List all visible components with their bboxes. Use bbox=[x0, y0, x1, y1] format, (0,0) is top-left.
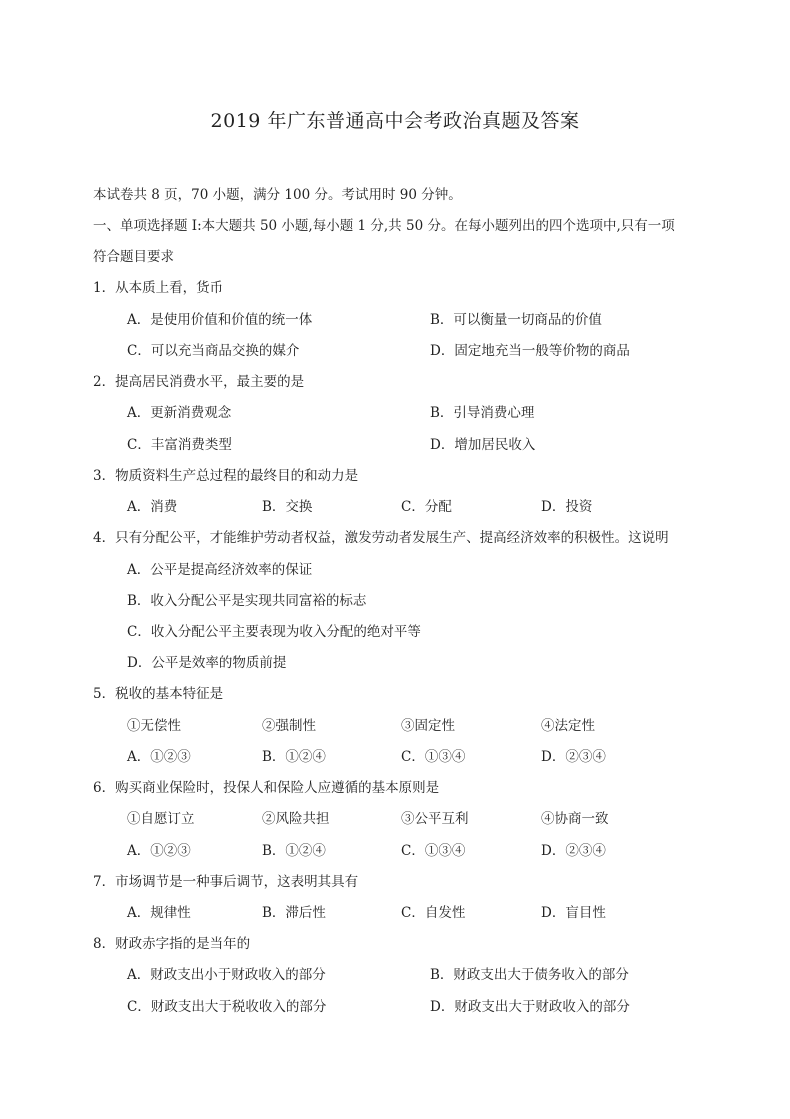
question-5-stem: 5．税收的基本特征是 bbox=[93, 686, 224, 702]
question-4-option-a: A．公平是提高经济效率的保证 bbox=[127, 562, 313, 578]
question-1-option-a: A．是使用价值和价值的统一体 bbox=[127, 312, 313, 328]
question-2-option-c: C．丰富消费类型 bbox=[127, 437, 232, 453]
question-1-option-d: D．固定地充当一般等价物的商品 bbox=[430, 343, 630, 359]
question-3-option-a: A．消费 bbox=[127, 499, 178, 515]
question-6-option-a: A．①②③ bbox=[127, 843, 191, 859]
question-6-item-3: ③公平互利 bbox=[401, 811, 469, 827]
intro-text: 本试卷共 8 页，70 小题，满分 100 分。考试用时 90 分钟。 bbox=[93, 187, 462, 203]
page-title: 2019 年广东普通高中会考政治真题及答案 bbox=[210, 110, 580, 132]
question-8-option-d: D．财政支出大于财政收入的部分 bbox=[430, 999, 630, 1015]
question-3-option-c: C．分配 bbox=[401, 499, 452, 515]
question-7-option-b: B．滞后性 bbox=[262, 905, 326, 921]
question-3-stem: 3．物质资料生产总过程的最终目的和动力是 bbox=[93, 468, 359, 484]
question-1-stem: 1．从本质上看，货币 bbox=[93, 280, 224, 296]
section-heading-line2: 符合题目要求 bbox=[93, 249, 174, 265]
question-1-option-c: C．可以充当商品交换的媒介 bbox=[127, 343, 300, 359]
question-2-stem: 2．提高居民消费水平，最主要的是 bbox=[93, 374, 305, 390]
question-4-option-c: C．收入分配公平主要表现为收入分配的绝对平等 bbox=[127, 624, 421, 640]
question-3-option-d: D．投资 bbox=[541, 499, 593, 515]
question-4-stem: 4．只有分配公平，才能维护劳动者权益，激发劳动者发展生产、提高经济效率的积极性。这说明 bbox=[93, 530, 669, 546]
question-5-item-4: ④法定性 bbox=[541, 718, 595, 734]
section-heading-line1: 一、单项选择题 I:本大题共 50 小题,每小题 1 分,共 50 分。在每小题列出的四个选项中,只有一项 bbox=[93, 218, 675, 234]
question-7-stem: 7．市场调节是一种事后调节，这表明其具有 bbox=[93, 874, 359, 890]
question-8-option-c: C．财政支出大于税收收入的部分 bbox=[127, 999, 327, 1015]
question-6-option-d: D．②③④ bbox=[541, 843, 606, 859]
question-8-stem: 8．财政赤字指的是当年的 bbox=[93, 936, 251, 952]
question-5-item-1: ①无偿性 bbox=[127, 718, 181, 734]
question-5-item-3: ③固定性 bbox=[401, 718, 455, 734]
question-2-option-a: A．更新消费观念 bbox=[127, 405, 232, 421]
question-4-option-b: B．收入分配公平是实现共同富裕的标志 bbox=[127, 593, 367, 609]
question-6-item-2: ②风险共担 bbox=[262, 811, 330, 827]
question-7-option-d: D．盲目性 bbox=[541, 905, 606, 921]
question-4-option-d: D．公平是效率的物质前提 bbox=[127, 655, 287, 671]
question-7-option-c: C．自发性 bbox=[401, 905, 466, 921]
question-5-option-a: A．①②③ bbox=[127, 749, 191, 765]
question-5-option-c: C．①③④ bbox=[401, 749, 466, 765]
question-1-option-b: B．可以衡量一切商品的价值 bbox=[430, 312, 602, 328]
question-6-option-c: C．①③④ bbox=[401, 843, 466, 859]
question-6-stem: 6．购买商业保险时，投保人和保险人应遵循的基本原则是 bbox=[93, 780, 440, 796]
question-7-option-a: A．规律性 bbox=[127, 905, 191, 921]
question-6-option-b: B．①②④ bbox=[262, 843, 326, 859]
question-5-option-d: D．②③④ bbox=[541, 749, 606, 765]
question-5-option-b: B．①②④ bbox=[262, 749, 326, 765]
question-2-option-b: B．引导消费心理 bbox=[430, 405, 535, 421]
question-6-item-1: ①自愿订立 bbox=[127, 811, 195, 827]
question-8-option-b: B．财政支出大于债务收入的部分 bbox=[430, 967, 629, 983]
question-2-option-d: D．增加居民收入 bbox=[430, 437, 536, 453]
question-3-option-b: B．交换 bbox=[262, 499, 313, 515]
question-8-option-a: A．财政支出小于财政收入的部分 bbox=[127, 967, 326, 983]
question-6-item-4: ④协商一致 bbox=[541, 811, 609, 827]
question-5-item-2: ②强制性 bbox=[262, 718, 316, 734]
